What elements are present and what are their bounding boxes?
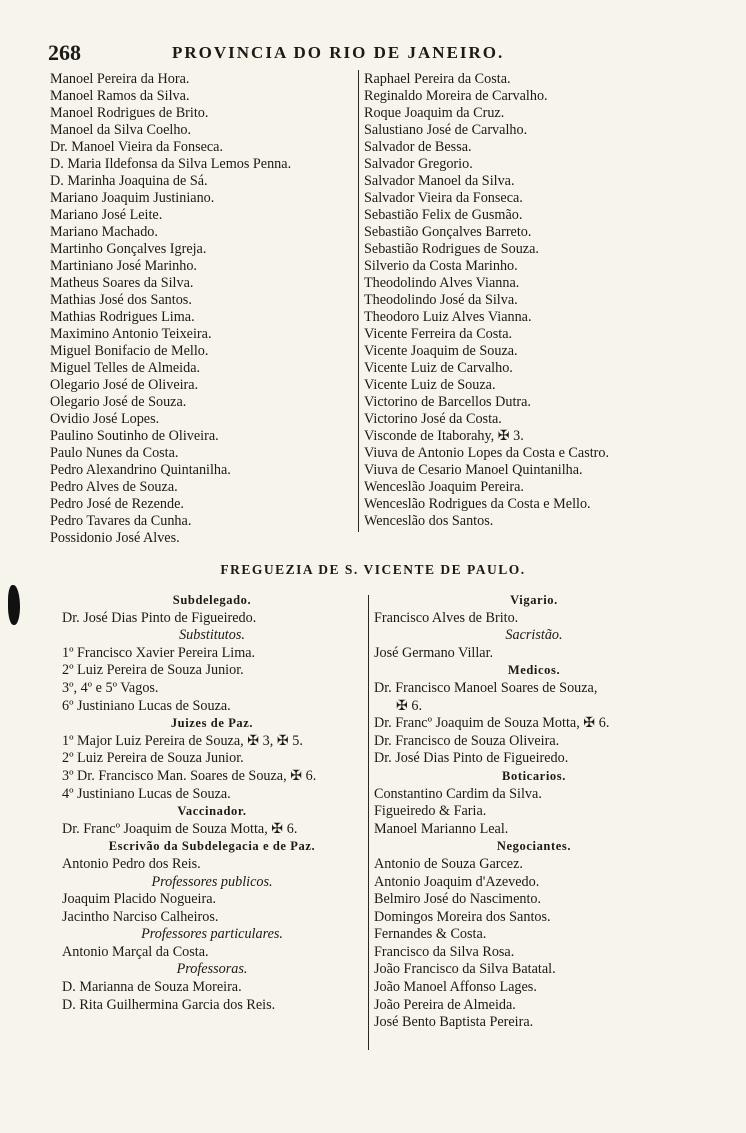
entry: Joaquim Placido Nogueira. [62,891,217,908]
subheading: Professores publicos. [151,873,273,890]
list-item: Theodolindo Alves Vianna. [364,275,520,291]
list-item: Mathias Rodrigues Lima. [50,309,195,325]
list-item: Paulino Soutinho de Oliveira. [50,428,219,444]
entry: Dr. Francisco Manoel Soares de Souza, [374,679,598,696]
list-item: Mariano Joaquim Justiniano. [50,190,215,206]
section-heading: Escrivão da Subdelegacia e de Paz. [108,839,316,854]
list-item: Salvador Vieira da Fonseca. [364,190,523,206]
list-item: Viuva de Antonio Lopes da Costa e Castro. [364,445,610,461]
list-item: Wenceslão Rodrigues da Costa e Mello. [364,496,591,512]
clergy-professionals-column [374,592,694,1032]
names-list-left [50,71,355,547]
list-item: Sebastião Gonçalves Barreto. [364,224,532,240]
entry: Dr. Francº Joaquim de Souza Motta, ✠ 6. [374,715,610,732]
entry: 4º Justiniano Lucas de Souza. [62,785,231,802]
list-item: Salvador Manoel da Silva. [364,173,515,189]
entry: D. Marianna de Souza Moreira. [62,979,242,996]
subheading: Sacristão. [505,627,563,644]
list-item: Sebastião Rodrigues de Souza. [364,241,539,257]
list-item: Wenceslão Joaquim Pereira. [364,479,524,495]
list-item: Paulo Nunes da Costa. [50,445,179,461]
list-item: Roque Joaquim da Cruz. [364,105,505,121]
parish-title: FREGUEZIA DE S. VICENTE DE PAULO. [220,562,526,577]
entry: João Manoel Affonso Lages. [374,979,537,996]
entry: 1º Major Luiz Pereira de Souza, ✠ 3, ✠ 5. [62,732,303,749]
entry: Jacintho Narciso Calheiros. [62,908,219,925]
list-item: Mathias José dos Santos. [50,292,192,308]
list-item: Pedro José de Rezende. [50,496,184,512]
list-item: Pedro Tavares da Cunha. [50,513,192,529]
list-item: Salvador de Bessa. [364,139,472,155]
list-item: Ovidio José Lopes. [50,411,160,427]
list-item: Martinho Gonçalves Igreja. [50,241,207,257]
entry: 2º Luiz Pereira de Souza Junior. [62,662,244,679]
list-item: Matheus Soares da Silva. [50,275,194,291]
margin-ink-mark [8,585,20,625]
entry: Francisco Alves de Brito. [374,609,519,626]
entry: Dr. Francº Joaquim de Souza Motta, ✠ 6. [62,820,298,837]
entry: D. Rita Guilhermina Garcia dos Reis. [62,996,276,1013]
section-heading: Medicos. [507,663,561,678]
entry: Antonio Marçal da Costa. [62,943,209,960]
entry: Domingos Moreira dos Santos. [374,908,551,925]
list-item: Pedro Alves de Souza. [50,479,178,495]
column-divider [368,595,369,1050]
list-item: Mariano José Leite. [50,207,163,223]
entry-continuation: ✠ 6. [396,697,423,714]
running-header [48,40,738,66]
entry: Manoel Marianno Leal. [374,820,509,837]
entry: José Bento Baptista Pereira. [374,1014,534,1031]
list-item: Reginaldo Moreira de Carvalho. [364,88,548,104]
entry: 3º, 4º e 5º Vagos. [62,679,159,696]
entry: Antonio de Souza Garcez. [374,855,523,872]
page-number: 268 [48,40,81,65]
list-item: Vicente Ferreira da Costa. [364,326,513,342]
entry: Belmiro José do Nascimento. [374,891,542,908]
subheading: Substitutos. [179,627,245,644]
running-title: PROVINCIA DO RIO DE JANEIRO. [172,43,505,62]
list-item: Manoel Ramos da Silva. [50,88,190,104]
section-heading: Subdelegado. [172,593,252,607]
entry: Dr. José Dias Pinto de Figueiredo. [62,609,257,626]
entry: Dr. Francisco de Souza Oliveira. [374,732,560,749]
entry: 2º Luiz Pereira de Souza Junior. [62,750,244,767]
list-item: Pedro Alexandrino Quintanilha. [50,462,231,478]
list-item: Mariano Machado. [50,224,158,240]
entry: Dr. José Dias Pinto de Figueiredo. [374,750,569,767]
column-divider [358,70,359,532]
section-heading: Negociantes. [496,839,572,854]
list-item: D. Marinha Joaquina de Sá. [50,173,208,189]
list-item: Wenceslão dos Santos. [364,513,494,529]
entry: Francisco da Silva Rosa. [374,943,515,960]
list-item: Possidonio José Alves. [50,530,180,546]
entry: Fernandes & Costa. [374,926,487,943]
entry: João Pereira de Almeida. [374,996,516,1013]
list-item: Viuva de Cesario Manoel Quintanilha. [364,462,583,478]
list-item: Salvador Gregorio. [364,156,473,172]
entry: Figueiredo & Faria. [374,803,487,820]
list-item: Silverio da Costa Marinho. [364,258,518,274]
entry: Constantino Cardim da Silva. [374,785,542,802]
list-item: Theodolindo José da Silva. [364,292,518,308]
list-item: Raphael Pereira da Costa. [364,71,511,87]
section-heading: Vaccinador. [177,804,247,819]
list-item: Manoel Rodrigues de Brito. [50,105,209,121]
list-item: Maximino Antonio Teixeira. [50,326,212,342]
entry: 1º Francisco Xavier Pereira Lima. [62,644,256,661]
entry: 6º Justiniano Lucas de Souza. [62,697,231,714]
list-item: Miguel Bonifacio de Mello. [50,343,209,359]
entry: 3º Dr. Francisco Man. Soares de Souza, ✠ 6. [62,767,317,784]
list-item: Salustiano José de Carvalho. [364,122,528,138]
list-item: Martiniano José Marinho. [50,258,197,274]
list-item: Olegario José de Oliveira. [50,377,199,393]
section-heading: Juizes de Paz. [170,716,254,731]
section-heading: Boticarios. [502,768,566,783]
list-item: Dr. Manoel Vieira da Fonseca. [50,139,224,155]
entry: Antonio Joaquim d'Azevedo. [374,873,540,890]
list-item: Olegario José de Souza. [50,394,187,410]
list-item: D. Maria Ildefonsa da Silva Lemos Penna. [50,156,292,172]
list-item: Vicente Joaquim de Souza. [364,343,518,359]
list-item: Miguel Telles de Almeida. [50,360,201,376]
list-item: Vicente Luiz de Carvalho. [364,360,513,376]
list-item: Manoel da Silva Coelho. [50,122,192,138]
names-list-right [364,71,704,530]
list-item: Victorino José da Costa. [364,411,502,427]
entry: João Francisco da Silva Batatal. [374,961,556,978]
entry: Antonio Pedro dos Reis. [62,855,201,872]
officials-column [62,592,362,1014]
list-item: Victorino de Barcellos Dutra. [364,394,531,410]
list-item: Visconde de Itaborahy, ✠ 3. [364,428,524,444]
list-item: Vicente Luiz de Souza. [364,377,496,393]
section-heading: Vigario. [510,593,558,607]
subheading: Professoras. [176,961,248,978]
list-item: Theodoro Luiz Alves Vianna. [364,309,532,325]
entry: José Germano Villar. [374,644,494,661]
list-item: Sebastião Felix de Gusmão. [364,207,523,223]
subheading: Professores particulares. [141,926,283,943]
list-item: Manoel Pereira da Hora. [50,71,190,87]
